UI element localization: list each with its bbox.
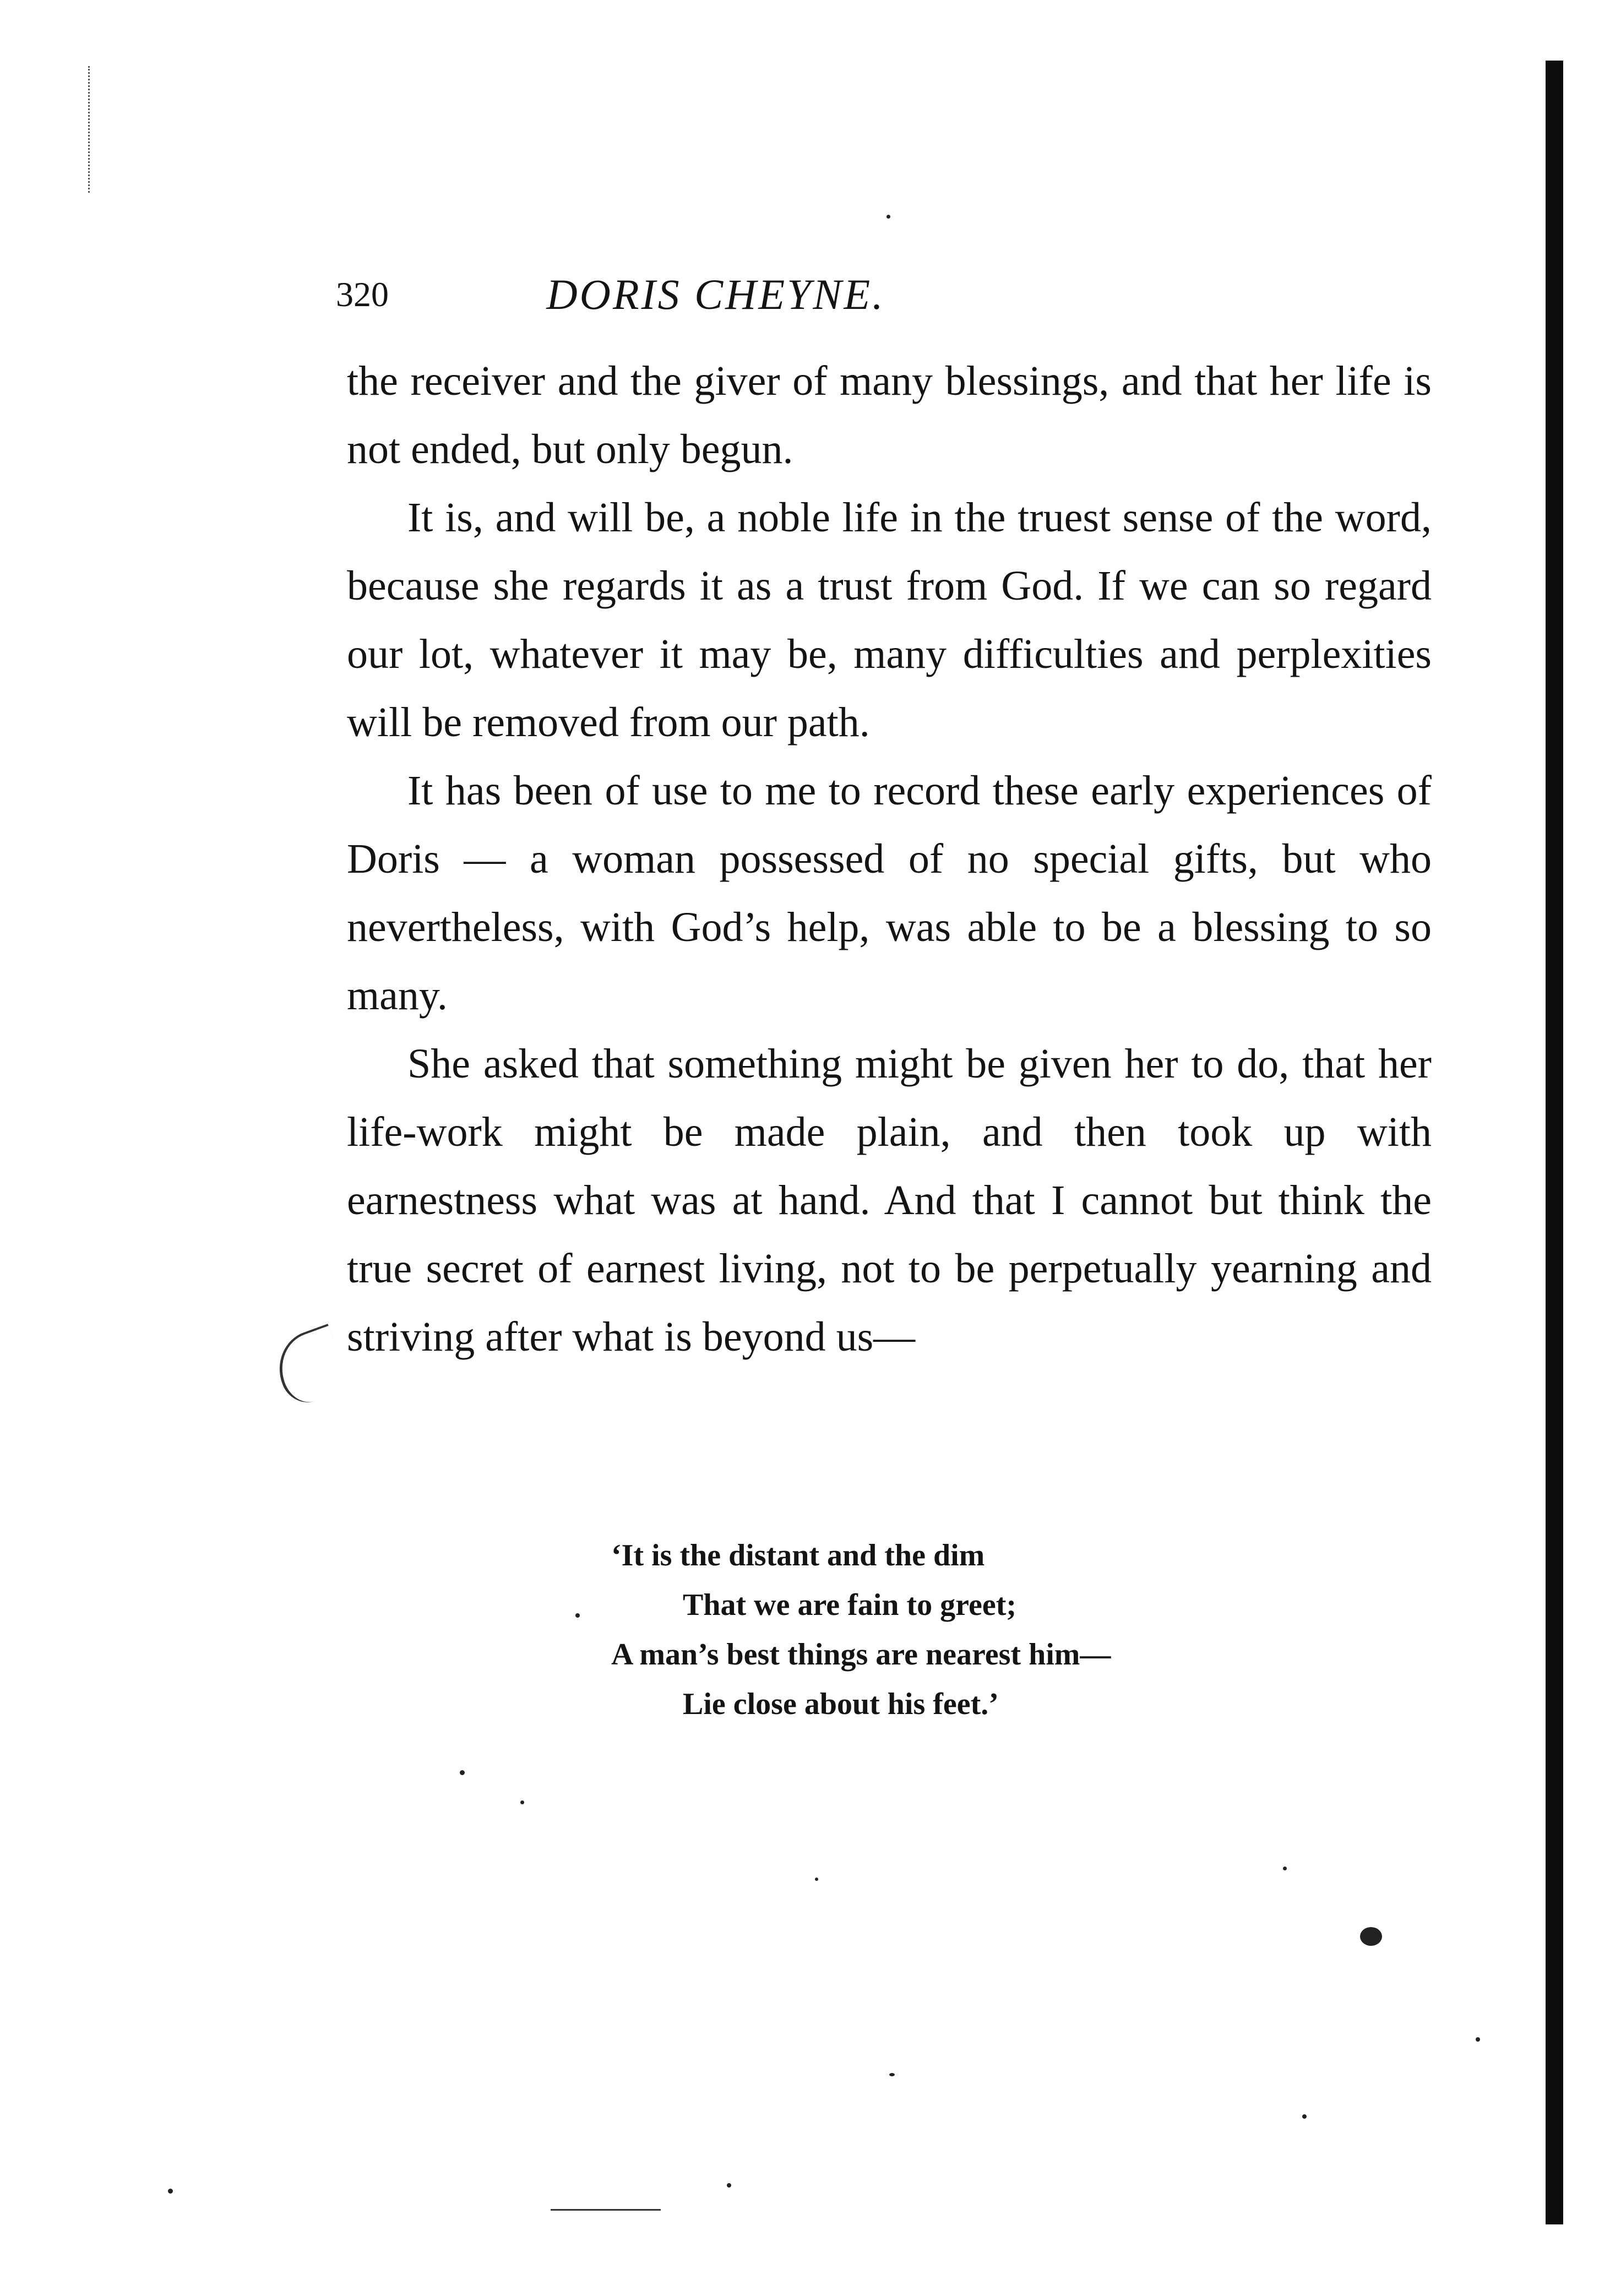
running-title: DORIS CHEYNE. — [546, 270, 885, 318]
page-header — [336, 270, 1096, 330]
scan-speck — [727, 2183, 731, 2188]
page-edge-shadow — [1546, 61, 1563, 2224]
scan-speck — [460, 1770, 465, 1775]
poem-line: Lie close about his feet.’ — [683, 1687, 999, 1721]
poem-line: That we are fain to greet; — [683, 1588, 1016, 1622]
paragraph-3: It has been of use to me to record these early experiences of Doris — a woman possessed of no special gifts, but who nevertheless, with God’s help, was able to be a blessing to so many. — [347, 768, 1432, 1019]
scan-margin-marks — [88, 66, 93, 193]
poem-line: A man’s best things are nearest him— — [611, 1637, 1111, 1672]
scan-speck — [575, 1613, 580, 1618]
paragraph-4: She asked that something might be given her to do, that her life-work might be made plain, and then took up with earnestness what was at hand. And that I cannot but think the true secret of earnest living, not to be perpetually yearning and striving after what is beyond us— — [347, 1041, 1432, 1360]
scan-speck — [1476, 2037, 1480, 2042]
page-number: 320 — [336, 275, 389, 314]
scan-speck — [886, 215, 890, 219]
scan-speck — [1360, 1927, 1382, 1946]
scan-speck — [1302, 2114, 1307, 2119]
poem-quotation — [611, 1531, 1327, 1729]
scan-speck — [1283, 1867, 1287, 1870]
paragraph-1: the receiver and the giver of many blessings, and that her life is not ended, but only begun. — [347, 358, 1432, 472]
scan-speck — [520, 1800, 524, 1804]
scan-speck — [889, 2073, 895, 2076]
handwritten-margin-mark — [268, 1324, 351, 1410]
scan-bottom-line — [551, 2209, 661, 2211]
paragraph-2: It is, and will be, a noble life in the truest sense of the word, because she regards it as a trust from God. If we can so regard our lot, whatever it may be, many difficulties and perplexities will be removed from our path. — [347, 494, 1432, 746]
scan-speck — [815, 1878, 818, 1881]
scan-speck — [168, 2189, 173, 2194]
body-text — [347, 347, 1432, 1371]
poem-line: ‘It is the distant and the dim — [611, 1538, 985, 1573]
